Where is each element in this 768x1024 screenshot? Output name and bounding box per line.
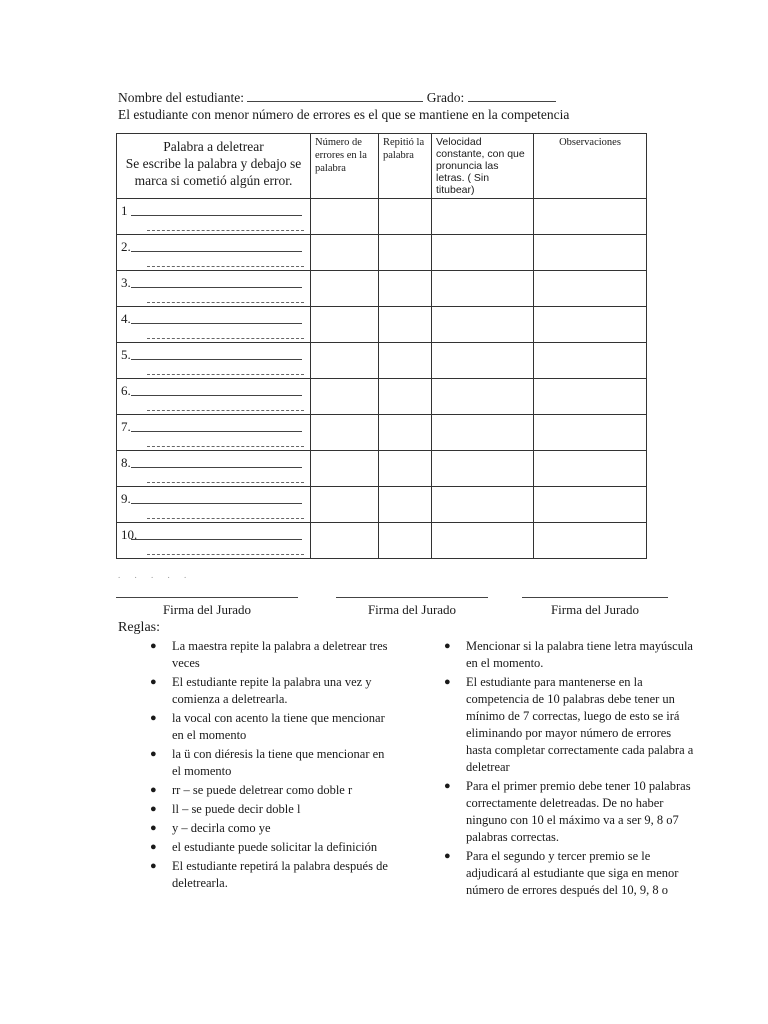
table-row — [117, 379, 647, 415]
rule-item — [150, 858, 395, 892]
rule-text: El estudiante repite la palabra una vez y comienza a deletrearla. — [172, 675, 372, 706]
table-row — [117, 199, 647, 235]
error-mark-line[interactable] — [147, 302, 304, 303]
error-count-cell[interactable] — [311, 343, 379, 379]
word-cell[interactable] — [117, 199, 311, 235]
repeated-cell[interactable] — [379, 271, 432, 307]
bullet-icon: ● — [150, 784, 157, 796]
header-word-title: Palabra a deletrear — [163, 139, 264, 154]
signature-line-1[interactable] — [116, 597, 298, 598]
word-cell[interactable] — [117, 523, 311, 559]
table-row — [117, 451, 647, 487]
word-cell[interactable] — [117, 451, 311, 487]
speed-cell[interactable] — [432, 415, 534, 451]
header-error-count: Número de errores en la palabra — [311, 134, 379, 199]
rule-item — [444, 638, 694, 672]
word-line[interactable] — [131, 539, 302, 540]
rule-item — [150, 839, 395, 856]
word-cell[interactable] — [117, 379, 311, 415]
table-row — [117, 271, 647, 307]
error-mark-line[interactable] — [147, 410, 304, 411]
rules-title: Reglas: — [118, 620, 160, 635]
grade-label: Grado: — [426, 90, 465, 105]
repeated-cell[interactable] — [379, 415, 432, 451]
observations-cell[interactable] — [534, 199, 647, 235]
error-count-cell[interactable] — [311, 307, 379, 343]
rule-text: ll – se puede decir doble l — [172, 802, 301, 816]
word-line[interactable] — [131, 467, 302, 468]
signature-block-3 — [522, 597, 668, 618]
rule-text: y – decirla como ye — [172, 821, 271, 835]
bullet-icon: ● — [150, 640, 157, 652]
rule-text: Mencionar si la palabra tiene letra mayúscula en el momento. — [466, 639, 693, 670]
bullet-icon: ● — [150, 712, 157, 724]
speed-cell[interactable] — [432, 235, 534, 271]
error-count-cell[interactable] — [311, 451, 379, 487]
signature-block-2 — [336, 597, 488, 618]
header-repeated-word: Repitió la palabra — [379, 134, 432, 199]
row-number: 3. — [121, 275, 131, 290]
word-cell[interactable] — [117, 307, 311, 343]
row-number: 9. — [121, 491, 131, 506]
row-number: 2. — [121, 239, 131, 254]
row-number: 8. — [121, 455, 131, 470]
repeated-cell[interactable] — [379, 523, 432, 559]
repeated-cell[interactable] — [379, 379, 432, 415]
bullet-icon: ● — [150, 803, 157, 815]
bullet-icon: ● — [150, 860, 157, 872]
speed-cell[interactable] — [432, 343, 534, 379]
rule-item — [150, 820, 395, 837]
signature-label-1: Firma del Jurado — [162, 602, 252, 617]
speed-cell[interactable] — [432, 199, 534, 235]
spelling-score-table — [116, 133, 647, 559]
row-number: 6. — [121, 383, 131, 398]
bullet-icon: ● — [444, 640, 451, 652]
error-count-cell[interactable] — [311, 235, 379, 271]
observations-cell[interactable] — [534, 307, 647, 343]
competition-note: El estudiante con menor número de errores es el que se mantiene en la competencia — [118, 107, 570, 122]
rule-text: El estudiante para mantenerse en la competencia de 10 palabras debe tener un mínimo de 7 correctas, luego de esto se irá eliminando por mayor número de errores hasta completar correctamente cada palabra a deletrear — [466, 675, 694, 774]
speed-cell[interactable] — [432, 523, 534, 559]
signature-line-3[interactable] — [522, 597, 668, 598]
speed-cell[interactable] — [432, 271, 534, 307]
error-count-cell[interactable] — [311, 379, 379, 415]
bullet-icon: ● — [444, 676, 451, 688]
table-row — [117, 523, 647, 559]
row-number: 7. — [121, 419, 131, 434]
rule-text: rr – se puede deletrear como doble r — [172, 783, 353, 797]
word-line[interactable] — [131, 395, 302, 396]
bullet-icon: ● — [444, 780, 451, 792]
word-line[interactable] — [131, 215, 302, 216]
table-row — [117, 415, 647, 451]
observations-cell[interactable] — [534, 379, 647, 415]
table-row — [117, 487, 647, 523]
table-row — [117, 235, 647, 271]
error-mark-line[interactable] — [147, 446, 304, 447]
table-row — [117, 343, 647, 379]
rule-text: la vocal con acento la tiene que mencionar en el momento — [172, 711, 385, 742]
student-info-line — [118, 88, 556, 106]
speed-cell[interactable] — [432, 379, 534, 415]
word-line[interactable] — [131, 431, 302, 432]
rule-item — [150, 782, 395, 799]
error-mark-line[interactable] — [147, 374, 304, 375]
row-number: 4. — [121, 311, 131, 326]
observations-cell[interactable] — [534, 415, 647, 451]
bullet-icon: ● — [444, 850, 451, 862]
signature-line-2[interactable] — [336, 597, 488, 598]
rule-text: El estudiante repetirá la palabra después de deletrearla. — [172, 859, 388, 890]
faint-artifact-line: . . . . . — [118, 570, 193, 580]
header-word-subtitle: Se escribe la palabra y debajo se marca si cometió algún error. — [125, 156, 302, 188]
rule-item — [150, 746, 395, 780]
rules-list-right — [444, 638, 694, 901]
word-line[interactable] — [131, 359, 302, 360]
rule-text: la ü con diéresis la tiene que mencionar en el momento — [172, 747, 385, 778]
rule-item — [444, 848, 694, 899]
error-count-cell[interactable] — [311, 199, 379, 235]
word-cell[interactable] — [117, 343, 311, 379]
repeated-cell[interactable] — [379, 307, 432, 343]
table-body — [117, 199, 647, 559]
observations-cell[interactable] — [534, 451, 647, 487]
speed-cell[interactable] — [432, 307, 534, 343]
observations-cell[interactable] — [534, 271, 647, 307]
rule-text: el estudiante puede solicitar la definición — [172, 840, 378, 854]
rule-text: Para el primer premio debe tener 10 palabras correctamente deletreadas. De no haber ninguno con 10 el máximo va a ser 9, 8 o7 palabras correctas. — [466, 779, 691, 844]
error-count-cell[interactable] — [311, 523, 379, 559]
student-name-field[interactable] — [247, 88, 423, 102]
rule-text: La maestra repite la palabra a deletrear tres veces — [172, 639, 388, 670]
speed-cell[interactable] — [432, 487, 534, 523]
error-mark-line[interactable] — [147, 482, 304, 483]
row-number: 5. — [121, 347, 131, 362]
observations-cell[interactable] — [534, 523, 647, 559]
error-mark-line[interactable] — [147, 266, 304, 267]
rule-item — [150, 674, 395, 708]
rule-item — [444, 674, 694, 776]
word-line[interactable] — [131, 287, 302, 288]
word-cell[interactable] — [117, 415, 311, 451]
row-number: 10. — [121, 527, 138, 542]
error-count-cell[interactable] — [311, 271, 379, 307]
signature-label-2: Firma del Jurado — [367, 602, 457, 617]
table-header-row — [117, 134, 647, 199]
word-cell[interactable] — [117, 487, 311, 523]
rules-list-left — [150, 638, 395, 894]
speed-cell[interactable] — [432, 451, 534, 487]
table-row — [117, 307, 647, 343]
error-mark-line[interactable] — [147, 230, 304, 231]
rule-text: Para el segundo y tercer premio se le adjudicará al estudiante que siga en menor número de errores después del 10, 9, 8 o — [466, 849, 679, 897]
word-line[interactable] — [131, 323, 302, 324]
repeated-cell[interactable] — [379, 235, 432, 271]
rule-item — [150, 638, 395, 672]
repeated-cell[interactable] — [379, 199, 432, 235]
repeated-cell[interactable] — [379, 451, 432, 487]
error-mark-line[interactable] — [147, 338, 304, 339]
observations-cell[interactable] — [534, 235, 647, 271]
word-line[interactable] — [131, 251, 302, 252]
signature-label-3: Firma del Jurado — [550, 602, 640, 617]
bullet-icon: ● — [150, 841, 157, 853]
error-count-cell[interactable] — [311, 415, 379, 451]
bullet-icon: ● — [150, 748, 157, 760]
observations-cell[interactable] — [534, 487, 647, 523]
word-cell[interactable] — [117, 235, 311, 271]
rule-item — [150, 710, 395, 744]
grade-field[interactable] — [468, 88, 556, 102]
error-count-cell[interactable] — [311, 487, 379, 523]
student-name-label: Nombre del estudiante: — [118, 90, 244, 105]
bullet-icon: ● — [150, 676, 157, 688]
rule-item — [150, 801, 395, 818]
bullet-icon: ● — [150, 822, 157, 834]
error-mark-line[interactable] — [147, 554, 304, 555]
error-mark-line[interactable] — [147, 518, 304, 519]
repeated-cell[interactable] — [379, 343, 432, 379]
signature-block-1 — [116, 597, 298, 618]
word-cell[interactable] — [117, 271, 311, 307]
header-observations: Observaciones — [534, 134, 647, 199]
header-constant-speed: Velocidad constante, con que pronuncia las letras. ( Sin titubear) — [432, 134, 534, 199]
observations-cell[interactable] — [534, 343, 647, 379]
repeated-cell[interactable] — [379, 487, 432, 523]
word-line[interactable] — [131, 503, 302, 504]
rule-item — [444, 778, 694, 846]
row-number: 1 — [121, 203, 128, 218]
header-word-to-spell — [117, 134, 311, 199]
